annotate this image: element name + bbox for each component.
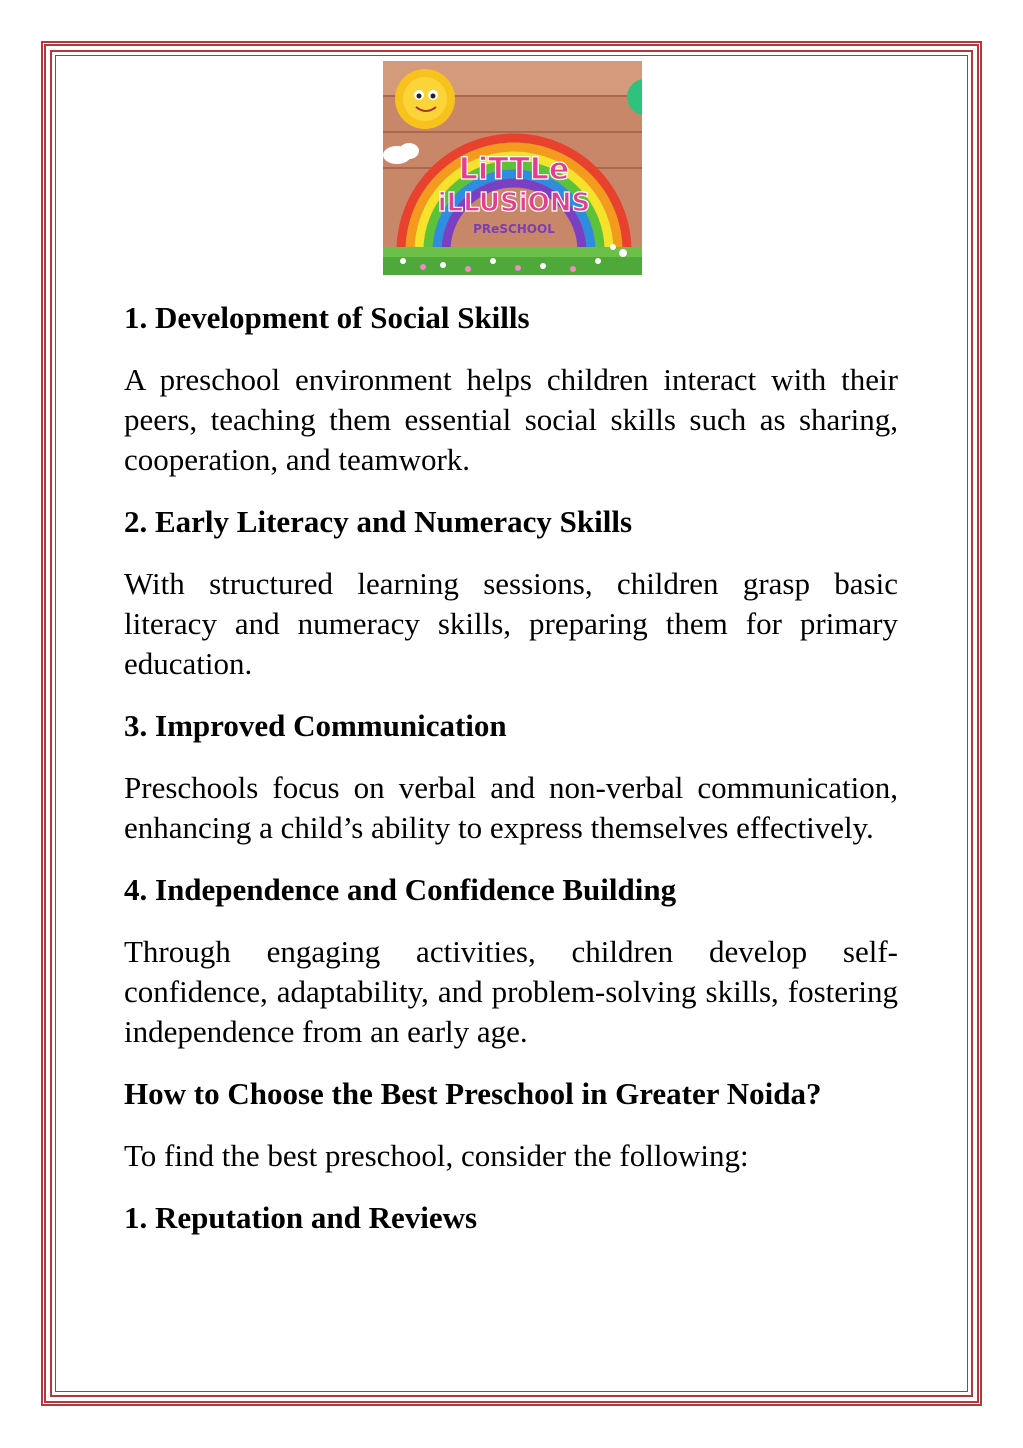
preschool-logo [383, 61, 642, 275]
section-heading-independence: 4. Independence and Confidence Building [124, 872, 677, 907]
choose-preschool-heading: How to Choose the Best Preschool in Greater Noida? [124, 1076, 822, 1111]
section-heading-social-skills: 1. Development of Social Skills [124, 300, 530, 335]
section-body-literacy-numeracy: With structured learning sessions, children grasp basic literacy and numeracy skills, preparing them for primary education. [124, 566, 898, 681]
section-body-communication: Preschools focus on verbal and non-verbal communication, enhancing a child’s ability to express themselves effectively. [124, 770, 898, 845]
svg-text:PReSCHOOL: PReSCHOOL [473, 222, 555, 236]
choose-preschool-intro: To find the best preschool, consider the following: [124, 1138, 749, 1173]
sun-icon [395, 69, 455, 129]
section-body-independence: Through engaging activities, children develop self-confidence, adaptability, and problem-solving skills, fostering independence from an early age. [124, 934, 898, 1049]
section-body-social-skills: A preschool environment helps children interact with their peers, teaching them essential social skills such as sharing, cooperation, and teamwork. [124, 362, 898, 477]
svg-text:iLLUSiONS: iLLUSiONS [437, 188, 591, 218]
reputation-reviews-heading: 1. Reputation and Reviews [124, 1200, 478, 1235]
section-heading-literacy-numeracy: 2. Early Literacy and Numeracy Skills [124, 504, 633, 539]
article-content [124, 296, 898, 1260]
svg-text:LiTTLe: LiTTLe [458, 152, 570, 187]
section-heading-communication: 3. Improved Communication [124, 708, 507, 743]
